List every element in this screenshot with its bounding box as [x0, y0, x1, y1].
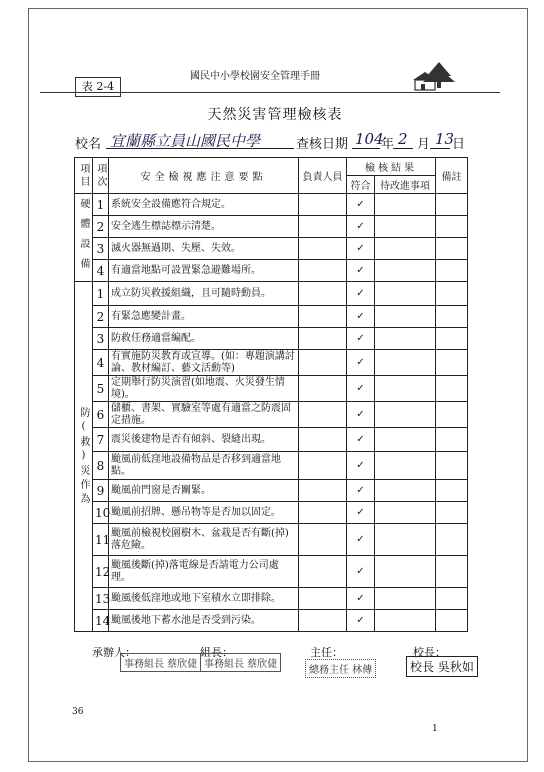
- row-item-text: 滅火器無過期、失壓、失效。: [109, 238, 299, 260]
- row-note: [436, 194, 468, 216]
- building-tree-logo-icon: [413, 60, 459, 92]
- row-number: 4: [93, 260, 109, 282]
- row-note: [436, 238, 468, 260]
- row-ok-mark: ✓: [347, 260, 375, 282]
- row-person: [299, 610, 347, 632]
- row-improve: [375, 502, 436, 524]
- row-note: [436, 502, 468, 524]
- row-ok-mark: ✓: [347, 194, 375, 216]
- row-item-text: 有緊急應變計畫。: [109, 306, 299, 328]
- row-number: 7: [93, 428, 109, 452]
- group-label: 防(救)災作為: [75, 282, 93, 632]
- month-label: 月: [417, 137, 431, 152]
- row-ok-mark: ✓: [347, 588, 375, 610]
- table-row: [75, 556, 468, 588]
- row-item-text: 颱風後低窪地或地下室積水立即排除。: [109, 588, 299, 610]
- checklist-table: [74, 157, 468, 632]
- table-row: [75, 328, 468, 350]
- row-improve: [375, 282, 436, 306]
- row-number: 12: [93, 556, 109, 588]
- row-number: 13: [93, 588, 109, 610]
- row-person: [299, 238, 347, 260]
- row-item-text: 成立防災救援組織，且可隨時動員。: [109, 282, 299, 306]
- director-stamp: 總務主任 林傳: [305, 659, 376, 678]
- date-label: 查核日期: [296, 137, 349, 152]
- row-note: [436, 588, 468, 610]
- day-label: 日: [452, 137, 466, 152]
- row-improve: [375, 194, 436, 216]
- row-note: [436, 524, 468, 556]
- row-improve: [375, 306, 436, 328]
- row-ok-mark: ✓: [347, 376, 375, 402]
- row-number: 3: [93, 328, 109, 350]
- row-person: [299, 556, 347, 588]
- page-number: 36: [72, 707, 84, 717]
- row-improve: [375, 428, 436, 452]
- row-improve: [375, 556, 436, 588]
- row-person: [299, 502, 347, 524]
- row-person: [299, 282, 347, 306]
- row-item-text: 颱風前門窗是否關緊。: [109, 480, 299, 502]
- col-header-result: 檢核結果: [347, 158, 436, 176]
- row-person: [299, 376, 347, 402]
- table-row: [75, 350, 468, 376]
- row-ok-mark: ✓: [347, 402, 375, 428]
- table-row: [75, 428, 468, 452]
- row-note: [436, 328, 468, 350]
- table-row: [75, 480, 468, 502]
- row-number: 11: [93, 524, 109, 556]
- group-label: 硬體設備: [75, 194, 93, 282]
- row-improve: [375, 238, 436, 260]
- row-person: [299, 428, 347, 452]
- row-note: [436, 216, 468, 238]
- table-row: [75, 282, 468, 306]
- row-item-text: 系統安全設備應符合規定。: [109, 194, 299, 216]
- director-label: 主任：: [310, 646, 343, 659]
- row-number: 2: [93, 306, 109, 328]
- table-row: [75, 238, 468, 260]
- handler-stamp: 事務組長 蔡欣倢: [120, 653, 201, 672]
- row-item-text: 颱風前檢視校園樹木、盆栽是否有斷(掉)落危險。: [109, 524, 299, 556]
- row-ok-mark: ✓: [347, 502, 375, 524]
- row-person: [299, 306, 347, 328]
- row-number: 9: [93, 480, 109, 502]
- row-ok-mark: ✓: [347, 306, 375, 328]
- row-ok-mark: ✓: [347, 282, 375, 306]
- row-note: [436, 376, 468, 402]
- row-ok-mark: ✓: [347, 556, 375, 588]
- col-header-improve: 待改進事項: [375, 176, 436, 194]
- row-note: [436, 452, 468, 480]
- row-number: 14: [93, 610, 109, 632]
- date-day-handwritten: 13: [435, 130, 455, 148]
- row-item-text: 有適當地點可設置緊急避難場所。: [109, 260, 299, 282]
- row-item-text: 定期舉行防災演習(如地震、火災發生情境)。: [109, 376, 299, 402]
- form-title: 天然災害管理檢核表: [207, 107, 343, 123]
- principal-label: 校長：: [413, 646, 446, 659]
- year-label: 年: [381, 137, 395, 152]
- row-note: [436, 428, 468, 452]
- table-row: [75, 502, 468, 524]
- table-row: [75, 376, 468, 402]
- row-person: [299, 328, 347, 350]
- row-note: [436, 282, 468, 306]
- row-item-text: 颱風後地下蓄水池是否受到污染。: [109, 610, 299, 632]
- row-improve: [375, 216, 436, 238]
- row-number: 2: [93, 216, 109, 238]
- row-item-text: 颱風後斷(掉)落電線是否請電力公司處理。: [109, 556, 299, 588]
- col-header-project: 項目: [75, 158, 93, 194]
- row-improve: [375, 260, 436, 282]
- school-name-handwritten: 宜蘭縣立員山國民中學: [110, 132, 261, 150]
- row-ok-mark: ✓: [347, 480, 375, 502]
- row-person: [299, 402, 347, 428]
- handler-label: 承辦人：: [92, 646, 136, 659]
- row-number: 8: [93, 452, 109, 480]
- row-improve: [375, 524, 436, 556]
- table-row: [75, 588, 468, 610]
- row-ok-mark: ✓: [347, 350, 375, 376]
- row-improve: [375, 402, 436, 428]
- row-person: [299, 588, 347, 610]
- school-label: 校名: [75, 137, 102, 152]
- row-person: [299, 260, 347, 282]
- row-improve: [375, 328, 436, 350]
- year-underline: [352, 148, 380, 149]
- row-person: [299, 216, 347, 238]
- col-header-items: 安全檢視應注意要點: [109, 158, 299, 194]
- row-improve: [375, 350, 436, 376]
- leader-stamp: 事務組長 蔡欣倢: [200, 653, 281, 672]
- row-person: [299, 194, 347, 216]
- col-header-person: 負責人員: [299, 158, 347, 194]
- row-item-text: 有實施防災教育或宣導。(如：專題演講討論、教材編訂、藝文活動等): [109, 350, 299, 376]
- table-row: [75, 452, 468, 480]
- row-ok-mark: ✓: [347, 238, 375, 260]
- table-row: [75, 306, 468, 328]
- row-improve: [375, 610, 436, 632]
- row-number: 4: [93, 350, 109, 376]
- row-improve: [375, 480, 436, 502]
- row-person: [299, 524, 347, 556]
- table-row: [75, 260, 468, 282]
- row-note: [436, 350, 468, 376]
- row-item-text: 安全逃生標誌標示清楚。: [109, 216, 299, 238]
- row-improve: [375, 588, 436, 610]
- day-underline: [430, 148, 450, 149]
- table-row: [75, 194, 468, 216]
- table-row: [75, 402, 468, 428]
- row-item-text: 震災後建物是否有傾斜、裂縫出現。: [109, 428, 299, 452]
- row-ok-mark: ✓: [347, 610, 375, 632]
- table-row: [75, 524, 468, 556]
- row-number: 1: [93, 282, 109, 306]
- row-person: [299, 350, 347, 376]
- row-number: 5: [93, 376, 109, 402]
- row-improve: [375, 452, 436, 480]
- school-underline: [106, 148, 294, 149]
- row-note: [436, 260, 468, 282]
- row-number: 10: [93, 502, 109, 524]
- row-ok-mark: ✓: [347, 428, 375, 452]
- date-year-handwritten: 104: [355, 130, 384, 148]
- row-ok-mark: ✓: [347, 524, 375, 556]
- col-header-ok: 符合: [347, 176, 375, 194]
- row-person: [299, 452, 347, 480]
- page-mark: 1: [432, 724, 438, 734]
- row-item-text: 防救任務適當編配。: [109, 328, 299, 350]
- row-item-text: 颱風前招牌、懸吊物等是否加以固定。: [109, 502, 299, 524]
- row-note: [436, 306, 468, 328]
- row-note: [436, 402, 468, 428]
- row-ok-mark: ✓: [347, 216, 375, 238]
- col-header-no: 項次: [93, 158, 109, 194]
- row-ok-mark: ✓: [347, 452, 375, 480]
- table-row: [75, 216, 468, 238]
- row-item-text: 颱風前低窪地設備物品是否移到適當地點。: [109, 452, 299, 480]
- row-person: [299, 480, 347, 502]
- table-row: [75, 610, 468, 632]
- table-tag: 表 2-4: [75, 77, 121, 97]
- row-number: 6: [93, 402, 109, 428]
- col-header-note: 備註: [436, 158, 468, 194]
- row-item-text: 儲櫃、書架、實驗室等處有適當之防震固定措施。: [109, 402, 299, 428]
- principal-stamp: 校長 吳秋如: [406, 656, 478, 677]
- row-ok-mark: ✓: [347, 328, 375, 350]
- date-month-handwritten: 2: [398, 130, 408, 148]
- row-number: 1: [93, 194, 109, 216]
- row-note: [436, 556, 468, 588]
- header-rule: [40, 92, 500, 93]
- leader-label: 組長：: [200, 646, 233, 659]
- handbook-title: 國民中小學校園安全管理手冊: [190, 71, 320, 82]
- row-note: [436, 610, 468, 632]
- month-underline: [393, 148, 413, 149]
- row-improve: [375, 376, 436, 402]
- row-number: 3: [93, 238, 109, 260]
- row-note: [436, 480, 468, 502]
